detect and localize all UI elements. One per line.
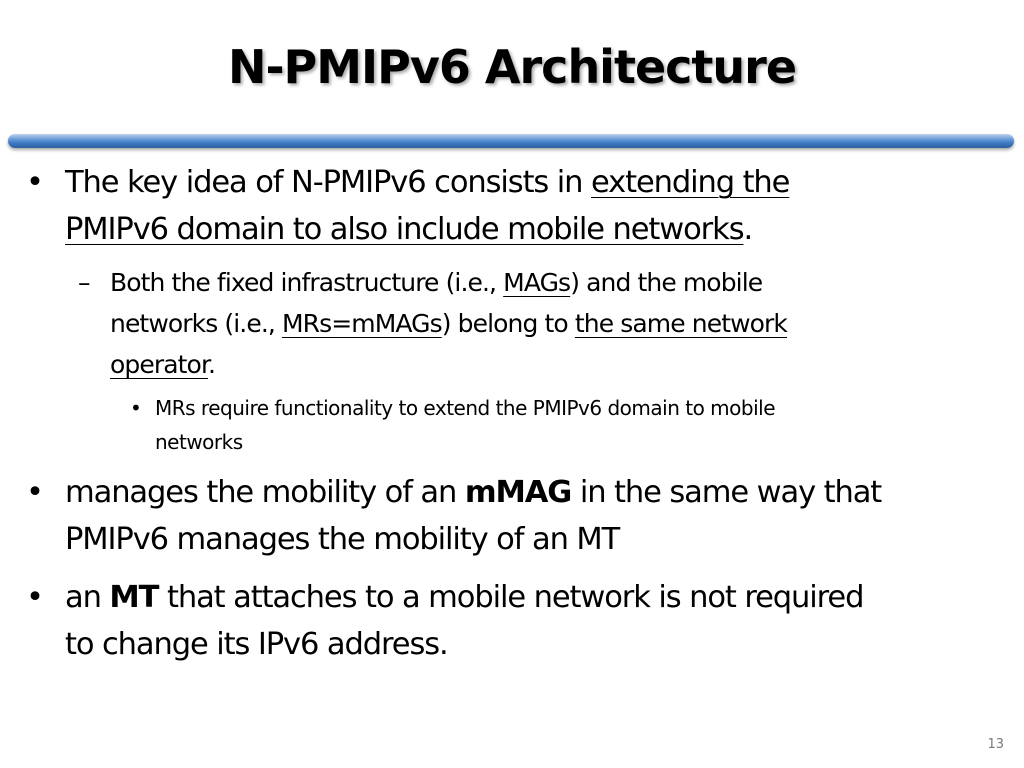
sub-bullet-text-c: networks (i.e., (110, 309, 282, 338)
bullet-2-line-2: PMIPv6 manages the mobility of an MT (65, 522, 620, 557)
sub-bullet-text-a: Both the fixed infrastructure (i.e., (110, 268, 504, 297)
sub-bullet-line-3 (110, 352, 215, 377)
sub-bullet-underline-operator: operator (110, 350, 209, 379)
bullet-1-line-1 (65, 165, 790, 200)
page-number: 13 (987, 737, 1004, 752)
bullet-3-line-1 (65, 580, 864, 615)
sub-sub-bullet-marker: • (130, 396, 142, 420)
bullet-3-bold-mt: MT (109, 580, 159, 615)
bullet-3-tail: that attaches to a mobile network is not required (158, 580, 864, 615)
sub-sub-bullet-line-1: MRs require functionality to extend the PMIPv6 domain to mobile (155, 396, 775, 420)
sub-bullet-line-2 (110, 311, 787, 336)
sub-bullet-text-b: ) and the mobile (570, 268, 763, 297)
bullet-1-underline-a: extending the (591, 165, 790, 200)
sub-bullet-underline-mags: MAGs (503, 268, 571, 297)
sub-bullet-marker: – (78, 268, 90, 297)
bullet-2-text: manages the mobility of an (65, 475, 465, 510)
sub-bullet-underline-same-network: the same network (574, 309, 788, 338)
sub-sub-bullet-line-2: networks (155, 430, 243, 454)
bullet-1-text: The key idea of N-PMIPv6 consists in (65, 165, 592, 200)
bullet-2-line-1 (65, 475, 882, 510)
bullet-2-marker: • (26, 475, 43, 510)
bullet-2-tail: in the same way that (571, 475, 882, 510)
bullet-2-bold-mmag: mMAG (464, 475, 572, 510)
bullet-1-line-2 (65, 212, 753, 247)
sub-bullet-underline-mrs: MRs=mMAGs (281, 309, 442, 338)
bullet-3-line-2: to change its IPv6 address. (65, 627, 448, 662)
bullet-3-text: an (65, 580, 110, 615)
bullet-1-tail: . (743, 212, 753, 247)
sub-bullet-line-1 (110, 270, 762, 295)
bullet-1-underline-b: PMIPv6 domain to also include mobile networks (65, 212, 744, 247)
sub-bullet-text-e: . (208, 350, 216, 379)
slide-title: N-PMIPv6 Architecture (227, 40, 797, 94)
sub-bullet-text-d: ) belong to (441, 309, 575, 338)
bullet-1-marker: • (26, 165, 43, 200)
bullet-3-marker: • (26, 580, 43, 615)
